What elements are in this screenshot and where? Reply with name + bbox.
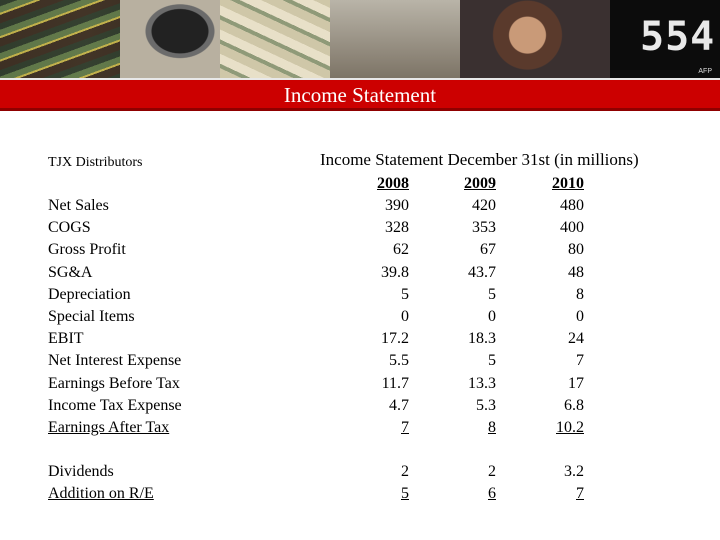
- row-value: 5: [488, 285, 496, 303]
- row-label: Dividends: [48, 463, 114, 481]
- row-value: 8: [576, 285, 584, 303]
- table-header: Income Statement December 31st (in millions): [320, 150, 639, 169]
- row-value: 5: [488, 352, 496, 370]
- row-value: 0: [488, 308, 496, 325]
- row-label: Earnings Before Tax: [48, 374, 180, 392]
- row-value: 5.3: [476, 396, 496, 414]
- row-label: Addition on R/E: [48, 485, 154, 503]
- row-value: 5.5: [389, 352, 409, 370]
- row-value: 7: [576, 485, 584, 503]
- header-banner: [0, 0, 720, 78]
- row-value: 67: [480, 241, 496, 259]
- row-value: 480: [560, 197, 584, 214]
- row-value: 13.3: [468, 374, 496, 392]
- row-value: 3.2: [564, 463, 584, 481]
- row-value: 328: [385, 219, 409, 237]
- banner-photo-trader: [460, 0, 610, 78]
- page-title: Income Statement: [283, 83, 437, 107]
- row-value: 39.8: [381, 263, 409, 281]
- row-value: 43.7: [468, 263, 496, 281]
- row-value: 62: [393, 241, 409, 259]
- row-value: 6: [488, 485, 496, 503]
- row-value: 24: [568, 330, 584, 348]
- banner-photo-bills: [330, 0, 460, 78]
- row-value: 353: [472, 219, 496, 237]
- row-value: 2: [488, 463, 496, 481]
- row-value: 48: [568, 263, 584, 281]
- row-label: Special Items: [48, 308, 135, 325]
- row-value: 6.8: [564, 396, 584, 414]
- row-label: Gross Profit: [48, 241, 126, 259]
- row-label: Net Interest Expense: [48, 352, 182, 370]
- row-label: Earnings After Tax: [48, 419, 170, 436]
- banner-photo-top-hat: [120, 0, 220, 78]
- row-value: 0: [401, 308, 409, 325]
- row-value: 80: [568, 241, 584, 259]
- row-value: 7: [401, 419, 409, 436]
- row-label: COGS: [48, 219, 91, 237]
- row-value: 18.3: [468, 330, 496, 348]
- row-value: 10.2: [556, 419, 584, 436]
- row-value: 390: [385, 197, 409, 214]
- company-name: TJX Distributors: [48, 155, 143, 170]
- banner-logo: AFP: [698, 68, 712, 75]
- row-value: 7: [576, 352, 584, 370]
- year-header: 2009: [464, 175, 496, 192]
- row-value: 17.2: [381, 330, 409, 348]
- row-value: 5: [401, 285, 409, 303]
- row-label: SG&A: [48, 263, 93, 281]
- row-value: 8: [488, 419, 496, 436]
- year-header: 2010: [552, 175, 584, 192]
- row-value: 420: [472, 197, 496, 214]
- row-value: 2: [401, 463, 409, 481]
- row-value: 4.7: [389, 396, 409, 414]
- row-value: 400: [560, 219, 584, 237]
- banner-ticker-text: 554: [640, 14, 716, 60]
- row-label: Income Tax Expense: [48, 396, 182, 414]
- banner-photo-money: [220, 0, 330, 78]
- row-label: EBIT: [48, 330, 84, 348]
- title-bar: [0, 78, 720, 111]
- row-label: Net Sales: [48, 197, 109, 214]
- banner-photo-stock-board: [0, 0, 120, 78]
- row-value: 17: [568, 374, 584, 392]
- year-header: 2008: [377, 175, 409, 192]
- row-value: 0: [576, 308, 584, 325]
- row-value: 11.7: [381, 374, 409, 392]
- row-label: Depreciation: [48, 285, 131, 303]
- row-value: 5: [401, 485, 409, 503]
